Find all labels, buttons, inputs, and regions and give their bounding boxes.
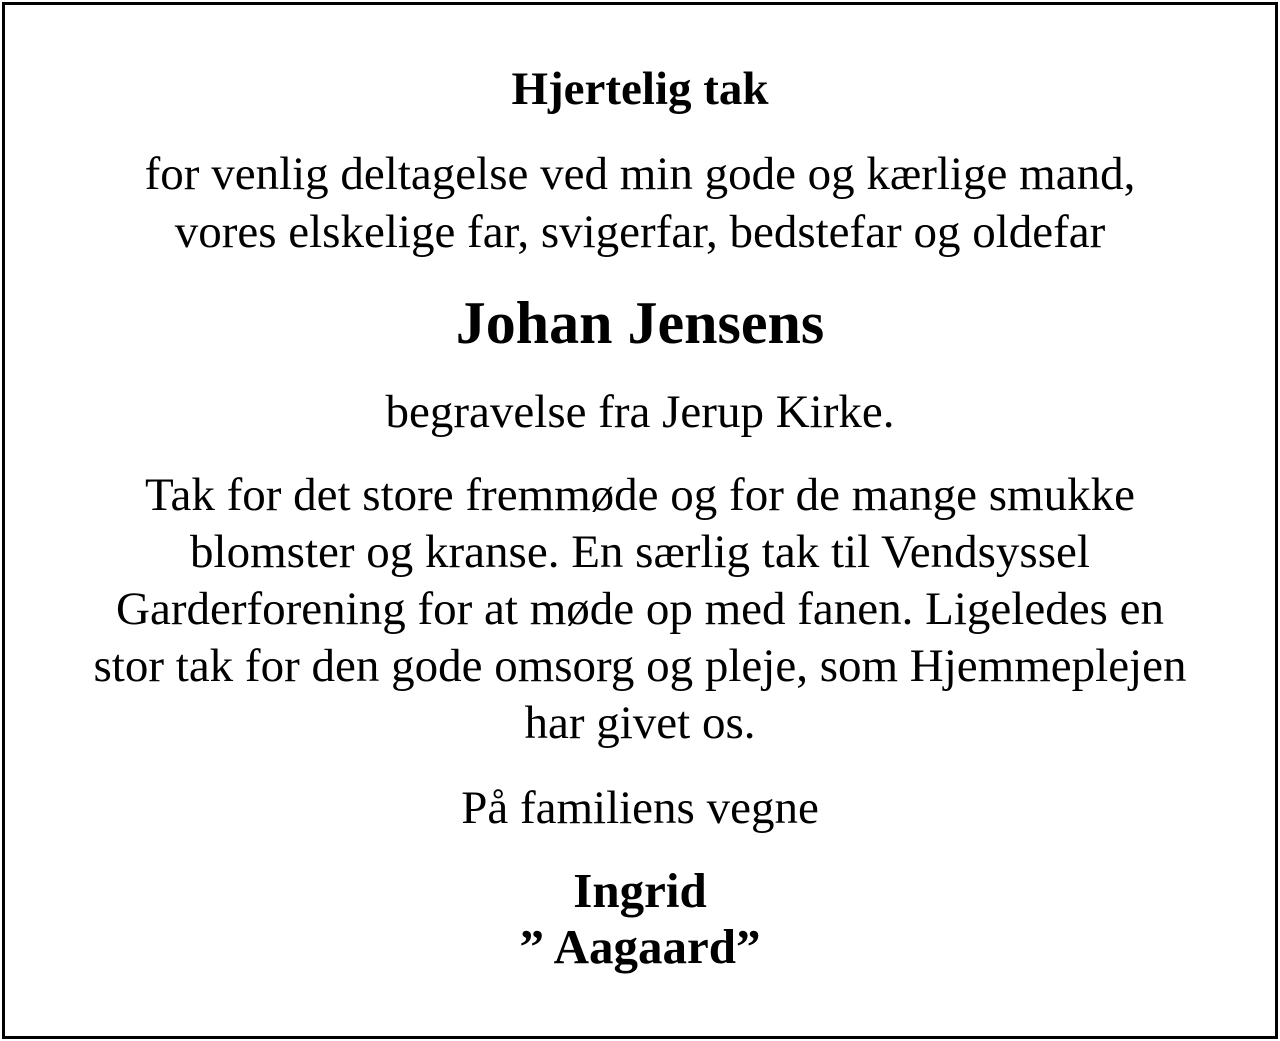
notice-heading: Hjertelig tak <box>511 63 769 115</box>
thanks-line: Garderforening for at møde op med fanen. Ligeledes en <box>116 583 1164 635</box>
thanks-line: stor tak for den gode omsorg og pleje, som Hjemmeplejen <box>93 640 1187 692</box>
thanks-line: blomster og kranse. En særlig tak til Vendsyssel <box>190 526 1090 578</box>
intro-text <box>5 145 1275 261</box>
signature-block <box>5 863 1275 975</box>
thanks-line: Tak for det store fremmøde og for de mange smukke <box>145 469 1135 521</box>
thanks-text <box>5 467 1275 752</box>
intro-line: vores elskelige far, svigerfar, bedstefar og oldefar <box>174 206 1106 258</box>
thank-you-notice <box>2 2 1278 1039</box>
signer-last-name: ” Aagaard” <box>519 919 761 974</box>
signer-first-name: Ingrid <box>573 863 707 918</box>
intro-line: for venlig deltagelse ved min gode og kærlige mand, <box>144 148 1136 200</box>
deceased-name: Johan Jensens <box>455 290 825 356</box>
thanks-line: har givet os. <box>524 697 756 749</box>
closing-line: På familiens vegne <box>461 782 819 834</box>
funeral-line: begravelse fra Jerup Kirke. <box>385 386 895 438</box>
